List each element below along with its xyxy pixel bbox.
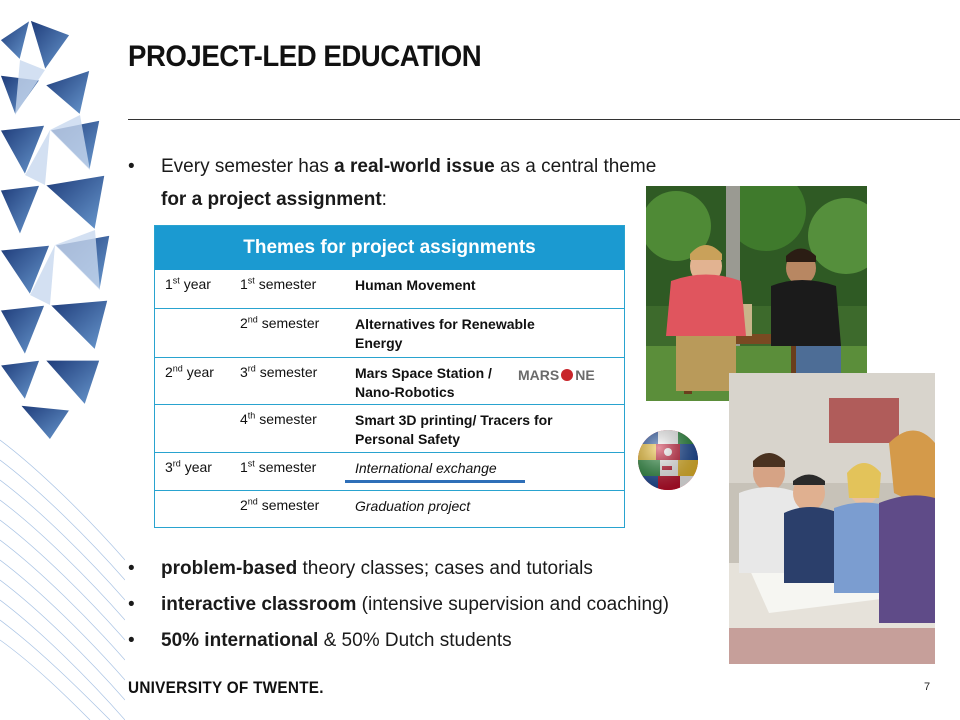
- list-item: • interactive classroom (intensive supervision and coaching): [128, 589, 669, 625]
- intro-bullet: [128, 150, 708, 216]
- year-cell: 2nd year: [165, 363, 214, 380]
- bullet-icon: •: [128, 630, 135, 651]
- semester-cell: 3rd semester: [240, 363, 318, 380]
- semester-cell: 1st semester: [240, 275, 317, 292]
- list-item: • 50% international & 50% Dutch students: [128, 625, 669, 661]
- list-item: • problem-based theory classes; cases and tutorials: [128, 553, 669, 589]
- year-cell: 3rd year: [165, 458, 212, 475]
- table-header: Themes for project assignments: [155, 226, 624, 270]
- university-logo: UNIVERSITY OF TWENTE.: [128, 678, 324, 697]
- theme-cell: International exchange: [355, 460, 497, 476]
- page-title: PROJECT-LED EDUCATION: [128, 40, 482, 73]
- mars-planet-icon: [561, 369, 573, 381]
- decorative-lattice-pattern: [0, 0, 125, 720]
- table-row: [155, 490, 624, 527]
- theme-cell: Graduation project: [355, 498, 471, 514]
- students-outdoor-project-photo: [646, 186, 867, 401]
- highlight-underline: [345, 480, 525, 483]
- title-divider: [128, 119, 960, 120]
- semester-cell: 4th semester: [240, 410, 317, 427]
- bullet-icon: •: [128, 594, 135, 615]
- theme-cell: Alternatives for Renewable Energy: [355, 316, 535, 351]
- theme-cell: Mars Space Station / Nano-Robotics: [355, 365, 492, 400]
- theme-cell: Smart 3D printing/ Tracers for Personal Safety: [355, 412, 553, 447]
- flag-globe-icon: [636, 428, 700, 492]
- feature-bullets: [128, 553, 669, 661]
- bullet-icon: •: [128, 156, 135, 177]
- mars-one-logo: MARS NE: [518, 367, 595, 383]
- theme-cell: Human Movement: [355, 277, 476, 293]
- table-row: [155, 404, 624, 452]
- intro-text: Every semester has a real-world issue as a central theme for a project assignment:: [161, 156, 657, 210]
- table-row: [155, 308, 624, 357]
- page-number: 7: [924, 681, 931, 693]
- students-classroom-photo: [729, 373, 935, 664]
- table-row: [155, 270, 624, 308]
- semester-cell: 1st semester: [240, 458, 317, 475]
- year-cell: 1st year: [165, 275, 211, 292]
- semester-cell: 2nd semester: [240, 314, 320, 331]
- semester-cell: 2nd semester: [240, 496, 320, 513]
- table-row: [155, 452, 624, 490]
- bullet-icon: •: [128, 558, 135, 579]
